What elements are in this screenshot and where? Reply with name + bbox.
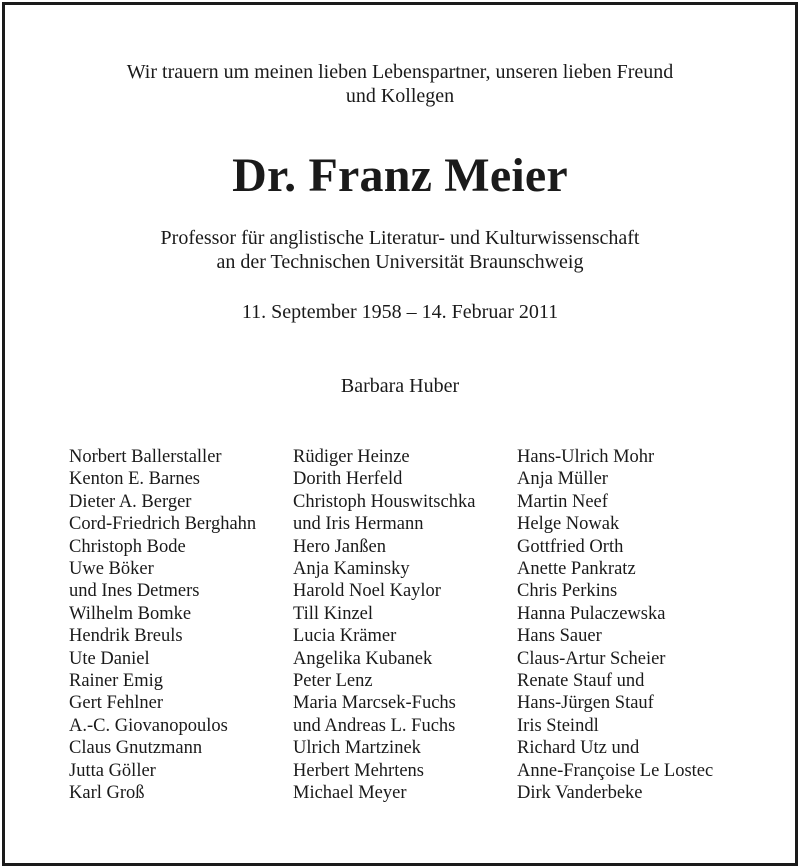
mourner-name: Angelika Kubanek [293,648,433,669]
mourner-name: und Andreas L. Fuchs [293,715,456,736]
deceased-name: Dr. Franz Meier [232,149,568,202]
mourner-name: Uwe Böker [69,559,154,580]
mourners-column-1 [69,446,256,805]
mourner-name: Hendrik Breuls [69,626,183,647]
mourner-name: Jutta Göller [69,760,156,781]
mourner-name: Anne-Françoise Le Lostec [517,760,714,781]
mourner-name: A.-C. Giovanopoulos [69,715,228,736]
mourner-name: Renate Stauf und [517,671,645,692]
mourner-name: Christoph Houswitschka [293,491,476,512]
mourner-name: Wilhelm Bomke [69,603,192,624]
mourner-name: Harold Noel Kaylor [293,581,441,602]
profession-line-2: an der Technischen Universität Braunschweig [216,251,584,273]
mourner-name: Hans-Jürgen Stauf [517,693,654,714]
mourner-name: Iris Steindl [517,715,599,736]
mourner-name: und Ines Detmers [69,581,200,602]
mourner-name: Hero Janßen [293,536,386,557]
mourner-name: Anja Kaminsky [293,559,410,580]
mourner-name: Hans-Ulrich Mohr [517,447,655,467]
mourner-name: Dirk Vanderbeke [517,783,643,804]
mourner-name: Gottfried Orth [517,536,624,557]
mourners-column-2 [293,446,475,805]
mourner-name: Hans Sauer [517,626,602,647]
partner-name: Barbara Huber [340,375,460,397]
mourner-name: Ute Daniel [69,648,150,669]
mourner-name: Cord-Friedrich Berghahn [69,514,257,535]
mourner-name: Hanna Pulaczewska [517,603,666,624]
mourner-name: Maria Marcsek-Fuchs [293,693,456,714]
mourner-name: Kenton E. Barnes [69,469,201,490]
intro-line-2: und Kollegen [345,85,455,107]
mourner-name: Christoph Bode [69,536,186,557]
mourner-name: Richard Utz und [517,738,640,759]
intro-text [0,60,800,108]
mourners-column-3 [517,446,713,805]
mourner-name: Claus Gnutzmann [69,738,203,759]
mourner-name: Helge Nowak [517,514,620,535]
mourner-name: Chris Perkins [517,581,618,602]
mourner-name: Rüdiger Heinze [293,447,410,467]
mourner-name: und Iris Hermann [293,514,424,535]
mourner-name: Anette Pankratz [517,559,636,580]
mourner-name: Anja Müller [517,469,608,490]
mourner-name: Claus-Artur Scheier [517,648,666,669]
profession-line-1: Professor für anglistische Literatur- und Kulturwissenschaft [160,227,640,249]
mourner-name: Peter Lenz [293,671,373,692]
intro-line-1: Wir trauern um meinen lieben Lebenspartner, unseren lieben Freund [126,61,674,83]
mourner-name: Rainer Emig [69,671,164,692]
mourner-name: Ulrich Martzinek [293,738,421,759]
mourner-name: Martin Neef [517,491,608,512]
mourner-name: Michael Meyer [293,783,407,804]
mourner-name: Gert Fehlner [69,693,164,714]
mourner-name: Till Kinzel [293,603,374,624]
life-dates: 11. September 1958 – 14. Februar 2011 [241,301,559,323]
profession-text [0,226,800,274]
mourner-name: Herbert Mehrtens [293,760,424,781]
mourner-name: Dorith Herfeld [293,469,403,490]
mourner-name: Karl Groß [69,783,145,804]
mourner-name: Lucia Krämer [293,626,397,647]
mourner-name: Norbert Ballerstaller [69,447,222,467]
mourner-name: Dieter A. Berger [69,491,192,512]
